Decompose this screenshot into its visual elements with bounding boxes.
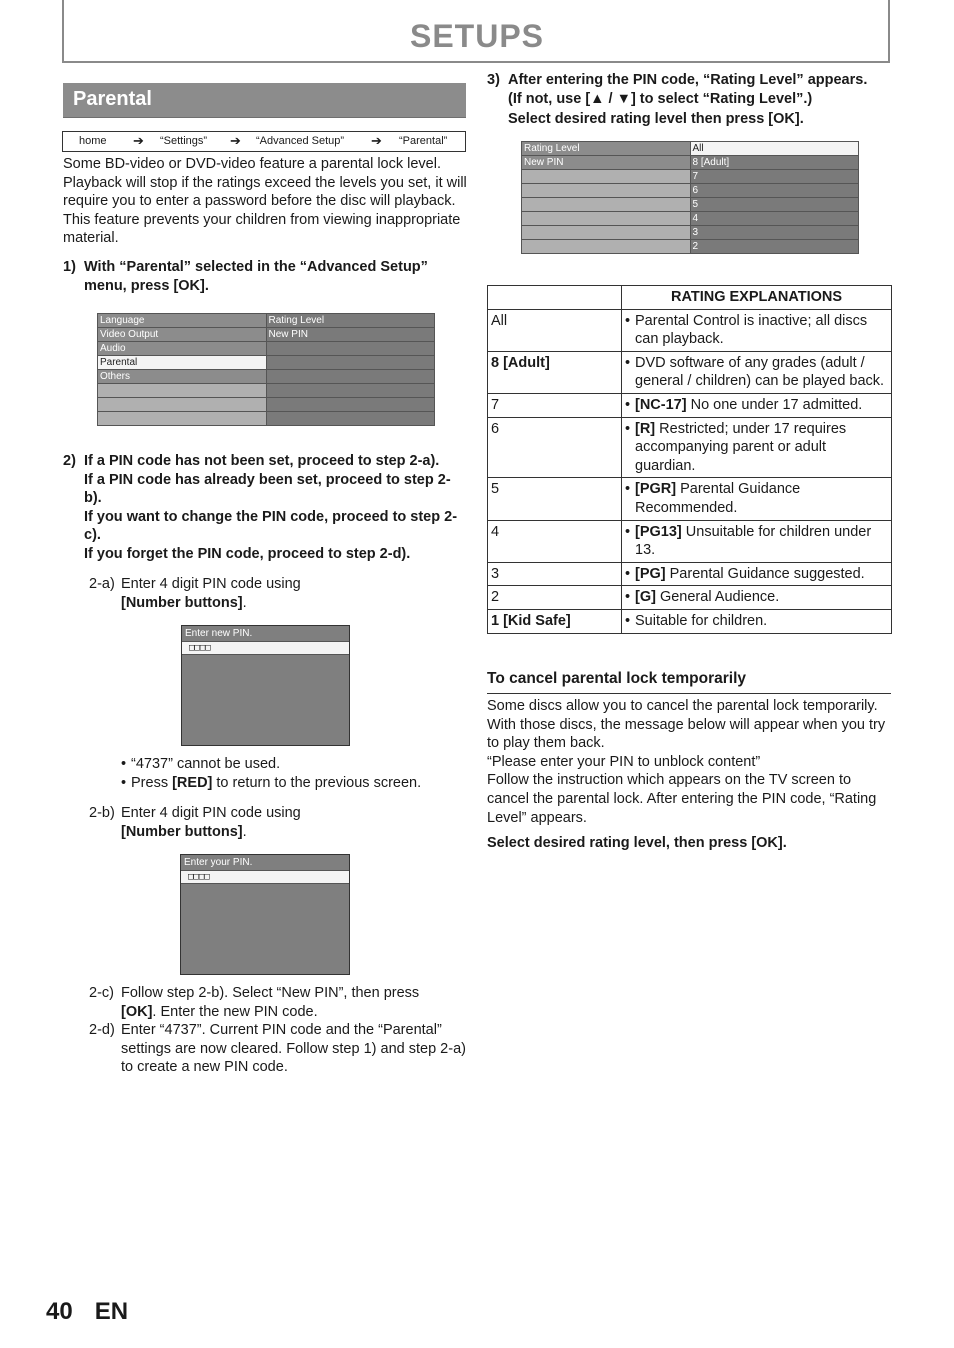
bullet: • <box>625 481 631 498</box>
pin-input-field[interactable] <box>181 870 349 884</box>
menu1-row <box>98 370 435 384</box>
bullet: • <box>625 396 631 413</box>
pin-placeholder: □□□□ <box>189 643 211 653</box>
language-code: EN <box>94 1298 129 1325</box>
step2c-line: . Enter the new PIN code. <box>152 1003 318 1020</box>
step3-text <box>508 71 903 129</box>
note-item <box>121 774 466 793</box>
advanced-setup-menu <box>97 313 435 426</box>
step2-line: If you want to change the PIN code, proceed to step 2-c). <box>84 508 458 544</box>
step2b-instruction: Enter 4 digit PIN code using <box>121 805 301 821</box>
note-item <box>121 755 466 774</box>
rating-explanation-cell <box>622 478 892 520</box>
page-number <box>46 1298 128 1326</box>
ok-button-label: [OK] <box>121 1003 153 1020</box>
rating-explanation-cell <box>622 393 892 417</box>
menu1-row <box>98 398 435 412</box>
section-title: Parental <box>73 88 152 110</box>
menu2-row <box>522 170 859 184</box>
menu2-row <box>522 198 859 212</box>
step2a-text <box>121 575 461 612</box>
menu1-row <box>98 356 435 370</box>
rating-explanations-table <box>487 285 892 634</box>
step2c-line: Follow step 2-b). Select “New PIN”, then press <box>121 985 420 1001</box>
menu1-left-cell <box>98 412 267 426</box>
step2-line: If a PIN code has already been set, proceed to step 2-b). <box>84 471 451 507</box>
page-number-value: 40 <box>46 1298 73 1325</box>
step2c-label: 2-c) <box>89 985 114 1001</box>
rating-explanation-cell <box>622 609 892 633</box>
menu1-right-cell <box>266 342 435 356</box>
bullet: • <box>625 420 631 437</box>
step2-number: 2) <box>63 453 76 469</box>
menu2-right-cell[interactable]: 5 <box>690 198 859 212</box>
rating-description: Parental Control is inactive; all discs can playback. <box>635 312 868 348</box>
step2a-instruction: Enter 4 digit PIN code using <box>121 576 301 592</box>
menu2-left-cell <box>522 240 691 254</box>
menu1-row <box>98 412 435 426</box>
rating-row <box>488 417 892 478</box>
rating-explanation-cell <box>622 562 892 586</box>
enter-new-pin-screen <box>181 625 350 746</box>
step2c-text <box>121 984 466 1021</box>
menu2-right-cell[interactable]: All <box>690 142 859 156</box>
breadcrumb-item-parental: “Parental” <box>399 135 448 147</box>
breadcrumb-item-home: home <box>79 135 107 147</box>
menu2-row <box>522 142 859 156</box>
red-button-label: [RED] <box>172 774 213 791</box>
arrow-right-icon: ➔ <box>371 133 382 148</box>
rating-row <box>488 562 892 586</box>
rating-tag: [NC-17] <box>635 396 687 413</box>
cancel-heading: To cancel parental lock temporarily <box>487 670 746 687</box>
rating-explanation-cell <box>622 351 892 393</box>
step2d-text: Enter “4737”. Current PIN code and the “Parental” settings are now cleared. Follow step 1) and step 2-a) to create a new PIN code. <box>121 1022 466 1076</box>
step2-line: If you forget the PIN code, proceed to step 2-d). <box>84 545 411 562</box>
menu2-left-cell <box>522 170 691 184</box>
menu1-left-cell[interactable]: Video Output <box>98 328 267 342</box>
bullet: • <box>625 312 631 329</box>
bullet: • <box>625 589 631 606</box>
menu2-right-cell[interactable]: 4 <box>690 212 859 226</box>
rating-level-cell: 4 <box>488 520 622 562</box>
menu1-left-cell[interactable]: Others <box>98 370 267 384</box>
menu2-left-cell <box>522 226 691 240</box>
rating-row <box>488 351 892 393</box>
menu2-left-cell <box>522 184 691 198</box>
menu2-left-cell <box>522 198 691 212</box>
step2d-label: 2-d) <box>89 1022 115 1038</box>
menu1-right-cell <box>266 370 435 384</box>
rating-level-cell: 3 <box>488 562 622 586</box>
pin-input-field[interactable] <box>182 641 349 655</box>
step3-line: (If not, use [▲ / ▼] to select “Rating Level”.) <box>508 90 813 107</box>
menu1-left-cell[interactable]: Language <box>98 314 267 328</box>
rating-row <box>488 609 892 633</box>
rating-explanation-cell <box>622 520 892 562</box>
menu1-right-cell[interactable]: Rating Level <box>266 314 435 328</box>
rating-header-empty <box>488 286 622 310</box>
menu1-right-cell <box>266 412 435 426</box>
rating-description: General Audience. <box>655 589 780 606</box>
cancel-paragraph: Follow the instruction which appears on the TV screen to cancel the parental lock. After entering the PIN code, “Rating Level” appears. <box>487 772 877 826</box>
menu1-right-cell <box>266 384 435 398</box>
menu1-row <box>98 314 435 328</box>
menu2-row <box>522 212 859 226</box>
pin-placeholder: □□□□ <box>188 872 210 882</box>
rating-level-cell: All <box>488 309 622 351</box>
rating-description: Unsuitable for children under 13. <box>635 523 872 559</box>
rating-explanation-cell <box>622 417 892 478</box>
cancel-final-instruction: Select desired rating level, then press [OK]. <box>487 835 787 852</box>
rating-description: Suitable for children. <box>635 612 768 629</box>
step2a-end: . <box>242 594 247 611</box>
step2b-text <box>121 804 461 841</box>
note-text: Press <box>131 774 173 791</box>
note-text: to return to the previous screen. <box>212 774 422 791</box>
rating-explanation-cell <box>622 309 892 351</box>
rating-level-cell: 5 <box>488 478 622 520</box>
rating-tag: [G] <box>635 589 656 606</box>
breadcrumb-item-advanced-setup: “Advanced Setup” <box>256 135 345 147</box>
step2-line: If a PIN code has not been set, proceed to step 2-a). <box>84 453 440 469</box>
menu2-right-cell[interactable]: 3 <box>690 226 859 240</box>
bullet: • <box>121 774 127 791</box>
menu1-left-cell[interactable]: Parental <box>98 356 267 370</box>
cancel-paragraph: Some discs allow you to cancel the parental lock temporarily. With those discs, the message below will appear when you try to play them back. <box>487 698 886 752</box>
rating-level-cell: 6 <box>488 417 622 478</box>
rating-tag: [PG13] <box>635 523 682 540</box>
menu1-left-cell <box>98 384 267 398</box>
rating-row <box>488 393 892 417</box>
rating-description: No one under 17 admitted. <box>686 396 863 413</box>
menu2-row <box>522 226 859 240</box>
rating-row <box>488 586 892 610</box>
bullet: • <box>625 565 631 582</box>
section-bar <box>63 83 466 118</box>
menu1-right-cell[interactable]: New PIN <box>266 328 435 342</box>
step2b-end: . <box>242 823 247 840</box>
rating-tag: [PGR] <box>635 481 677 498</box>
menu2-right-cell[interactable]: 2 <box>690 240 859 254</box>
rating-level-menu <box>521 141 859 254</box>
number-buttons-label: [Number buttons] <box>121 823 243 840</box>
bullet: • <box>121 756 127 772</box>
enter-your-pin-screen <box>180 854 350 975</box>
menu2-row <box>522 184 859 198</box>
breadcrumb-item-settings: “Settings” <box>160 135 208 147</box>
rating-tag: [PG] <box>635 565 666 582</box>
number-buttons-label: [Number buttons] <box>121 594 243 611</box>
rating-description: Restricted; under 17 requires accompanying parent or adult guardian. <box>635 420 847 474</box>
rating-level-cell: 7 <box>488 393 622 417</box>
rating-level-cell: 2 <box>488 586 622 610</box>
step3-line: Select desired rating level then press [OK]. <box>508 111 804 128</box>
arrow-right-icon: ➔ <box>230 133 241 148</box>
rating-level-cell: 1 [Kid Safe] <box>488 609 622 633</box>
bullet: • <box>625 523 631 540</box>
menu2-row <box>522 156 859 170</box>
note-text: “4737” cannot be used. <box>131 756 281 772</box>
menu1-left-cell <box>98 398 267 412</box>
menu1-right-cell <box>266 356 435 370</box>
rating-description: Parental Guidance Recommended. <box>635 481 801 516</box>
cancel-quote: “Please enter your PIN to unblock content” <box>487 753 761 770</box>
breadcrumb <box>62 131 466 152</box>
rating-explanation-cell <box>622 586 892 610</box>
menu2-right-cell[interactable]: 6 <box>690 184 859 198</box>
bullet: • <box>625 354 631 371</box>
menu2-right-cell[interactable]: 8 [Adult] <box>690 156 859 170</box>
arrow-right-icon: ➔ <box>133 133 144 148</box>
rating-row <box>488 309 892 351</box>
step2b-label: 2-b) <box>89 805 115 821</box>
rating-header: RATING EXPLANATIONS <box>622 286 892 310</box>
rating-description: Parental Guidance suggested. <box>665 565 865 582</box>
pin-screen-heading: Enter your PIN. <box>184 857 253 868</box>
step3-line: After entering the PIN code, “Rating Level” appears. <box>508 72 868 88</box>
rating-header-row <box>488 286 892 310</box>
rating-level-cell: 8 [Adult] <box>488 351 622 393</box>
rating-row <box>488 478 892 520</box>
step1-text: With “Parental” selected in the “Advanced Setup” menu, press [OK]. <box>84 259 428 294</box>
step2a-label: 2-a) <box>89 576 115 592</box>
menu1-row <box>98 328 435 342</box>
menu2-row <box>522 240 859 254</box>
bullet: • <box>625 612 631 629</box>
step2a-notes <box>121 755 466 792</box>
menu2-left-cell[interactable]: New PIN <box>522 156 691 170</box>
menu1-right-cell <box>266 398 435 412</box>
menu1-left-cell[interactable]: Audio <box>98 342 267 356</box>
step1-number: 1) <box>63 259 76 275</box>
menu2-right-cell[interactable]: 7 <box>690 170 859 184</box>
cancel-body <box>487 697 887 853</box>
menu2-left-cell[interactable]: Rating Level <box>522 142 691 156</box>
menu2-left-cell <box>522 212 691 226</box>
step2-instructions <box>84 452 464 564</box>
rating-row <box>488 520 892 562</box>
intro-paragraph: Some BD-video or DVD-video feature a parental lock level. Playback will stop if the ratings exceed the levels you set, it will require you to enter a password before the disc will playback. This feature prevents your children from viewing inappropriate material. <box>63 156 467 247</box>
step3-number: 3) <box>487 72 500 88</box>
menu1-row <box>98 342 435 356</box>
pin-screen-heading: Enter new PIN. <box>185 628 253 639</box>
rating-description: DVD software of any grades (adult / general / children) can be played back. <box>635 354 885 390</box>
heading-rule <box>487 693 891 694</box>
page-header-title: SETUPS <box>409 18 545 54</box>
rating-tag: [R] <box>635 420 656 437</box>
menu1-row <box>98 384 435 398</box>
